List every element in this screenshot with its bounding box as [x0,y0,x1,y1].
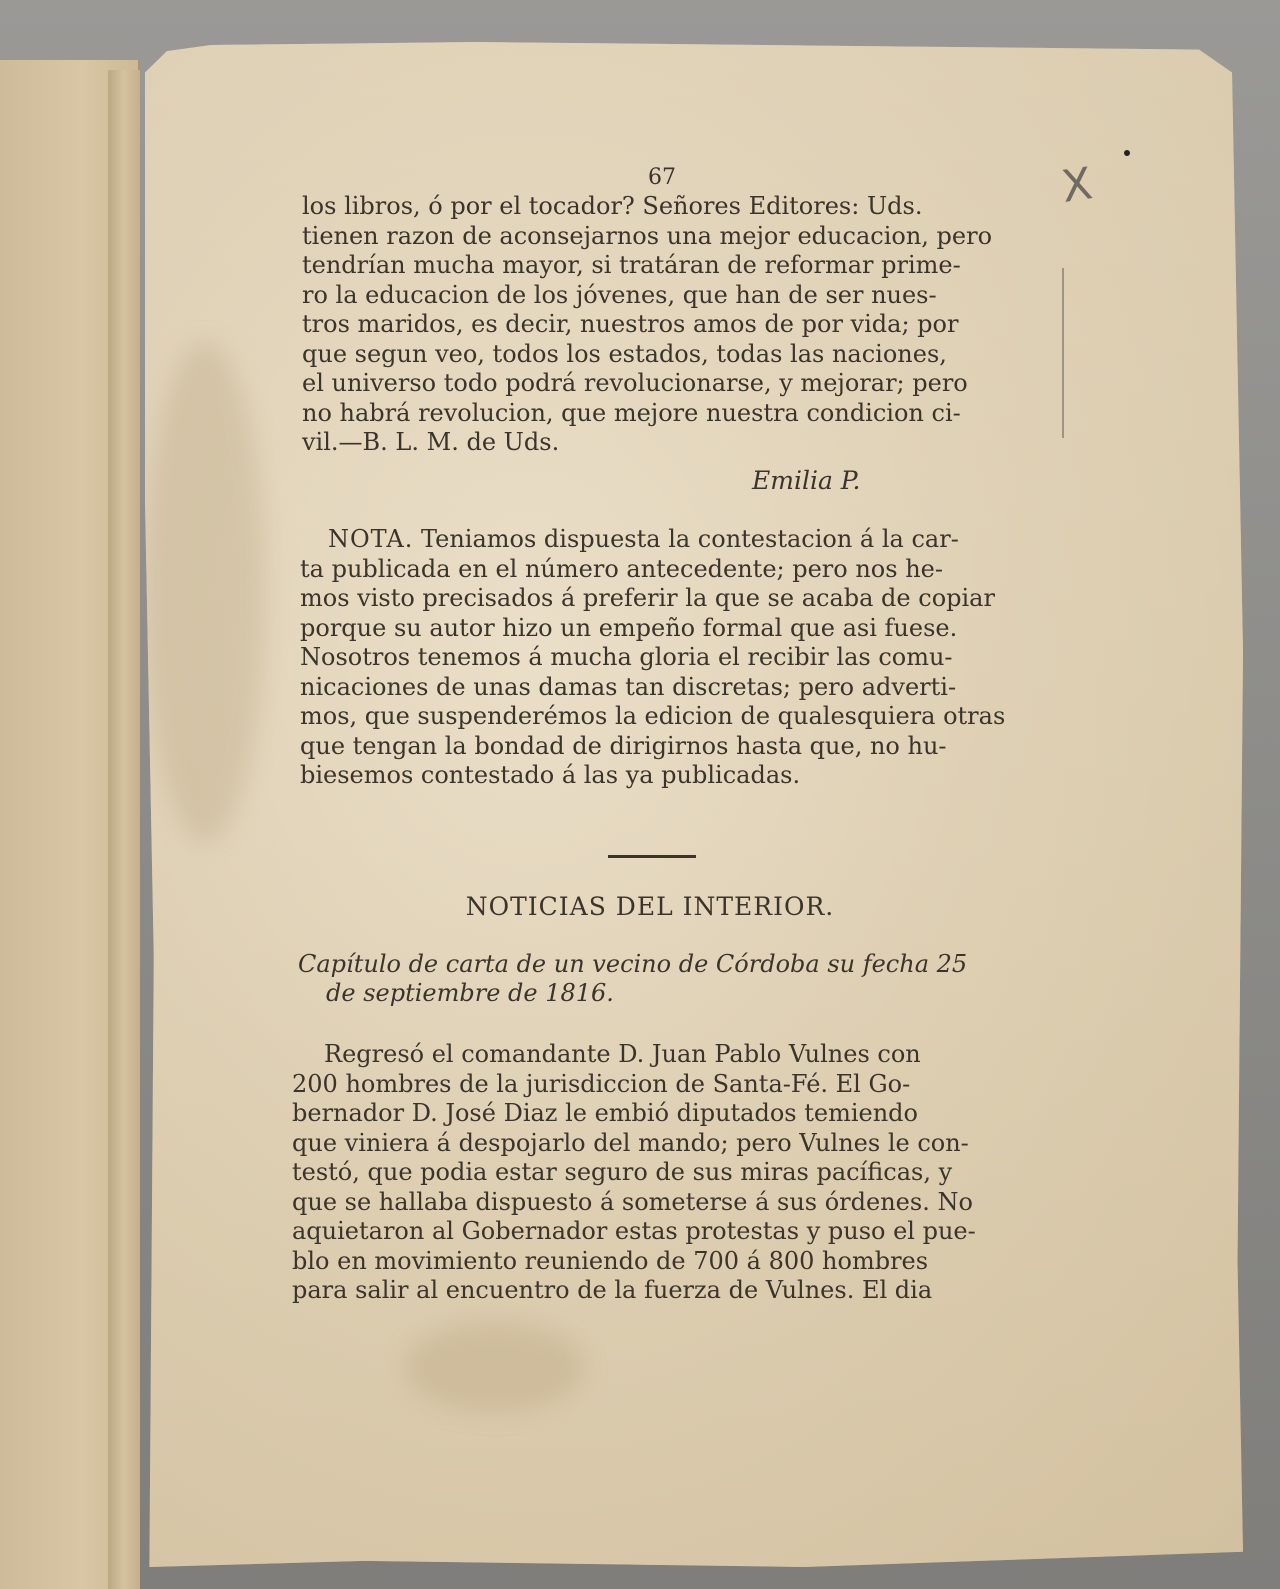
text-line: tienen razon de aconsejarnos una mejor educacion, pero [302,221,993,250]
text-line: mos, que suspenderémos la edicion de qualesquiera otras [300,702,1006,730]
text-line: tendrían mucha mayor, si tratáran de reformar prime- [302,251,961,279]
text-line: que se hallaba dispuesto á someterse á sus órdenes. No [292,1187,973,1216]
section-heading: NOTICIAS DEL INTERIOR. [465,892,835,921]
section-body [292,1040,998,1306]
text-line: los libros, ó por el tocador? Señores Editores: Uds. [302,192,923,220]
text-line: ta publicada en el número antecedente; pero nos he- [300,554,943,583]
text-line: aquietaron al Gobernador estas protestas y puso el pue- [292,1217,976,1245]
book-spine [108,70,140,1589]
subheading-line: de septiembre de 1816. [326,979,614,1007]
text-line: nicaciones de unas damas tan discretas; pero adverti- [300,672,957,701]
text-line: biesemos contestado á las ya publicadas. [300,761,801,789]
text-line: Teniamos dispuesta la contestacion á la car- [413,525,959,553]
text-line: 200 hombres de la jurisdiccion de Santa-Fé. El Go- [292,1069,911,1098]
nota-text [300,525,1012,791]
text-line: tros maridos, es decir, nuestros amos de por vida; por [302,310,959,338]
nota-first-line [300,525,1012,555]
text-line: ro la educacion de los jóvenes, que han de ser nues- [302,280,937,309]
text-line: bernador D. José Diaz le embió diputados temiendo [292,1099,918,1127]
page-number: 67 [648,165,676,190]
ink-dot [1124,150,1130,156]
text-line: Nosotros tenemos á mucha gloria el recibir las comu- [300,643,953,671]
text-line: testó, que podia estar seguro de sus miras pacíficas, y [292,1158,953,1186]
text-line: no habrá revolucion, que mejore nuestra condicion ci- [302,398,961,427]
text-line: el universo todo podrá revolucionarse, y mejorar; pero [302,369,968,397]
text-line: blo en movimiento reuniendo de 700 á 800 hombres [292,1246,929,1275]
text-line: que viniera á despojarlo del mando; pero Vulnes le con- [292,1128,969,1157]
text-line: mos visto precisados á preferir la que se acaba de copiar [300,584,995,612]
signature: Emilia P. [752,466,861,495]
text-line: vil.—B. L. M. de Uds. [302,428,560,456]
text-line: para salir al encuentro de la fuerza de Vulnes. El dia [292,1276,933,1304]
paper-stain [145,342,265,842]
letter-text [302,192,1022,458]
paper-stain [405,1322,585,1412]
subheading-line: Capítulo de carta de un vecino de Córdoba su fecha 25 [298,950,968,978]
pencil-margin-line [1062,268,1064,438]
pencil-x-mark: X [1058,158,1096,213]
nota-label: NOTA. [328,525,414,553]
text-line: Regresó el comandante D. Juan Pablo Vulnes con [324,1040,921,1068]
text-line: que segun veo, todos los estados, todas las naciones, [302,339,947,368]
section-divider [608,855,696,858]
text-line: porque su autor hizo un empeño formal que asi fuese. [300,613,958,642]
text-line: que tengan la bondad de dirigirnos hasta que, no hu- [300,731,947,760]
section-subheading [298,950,1000,1008]
